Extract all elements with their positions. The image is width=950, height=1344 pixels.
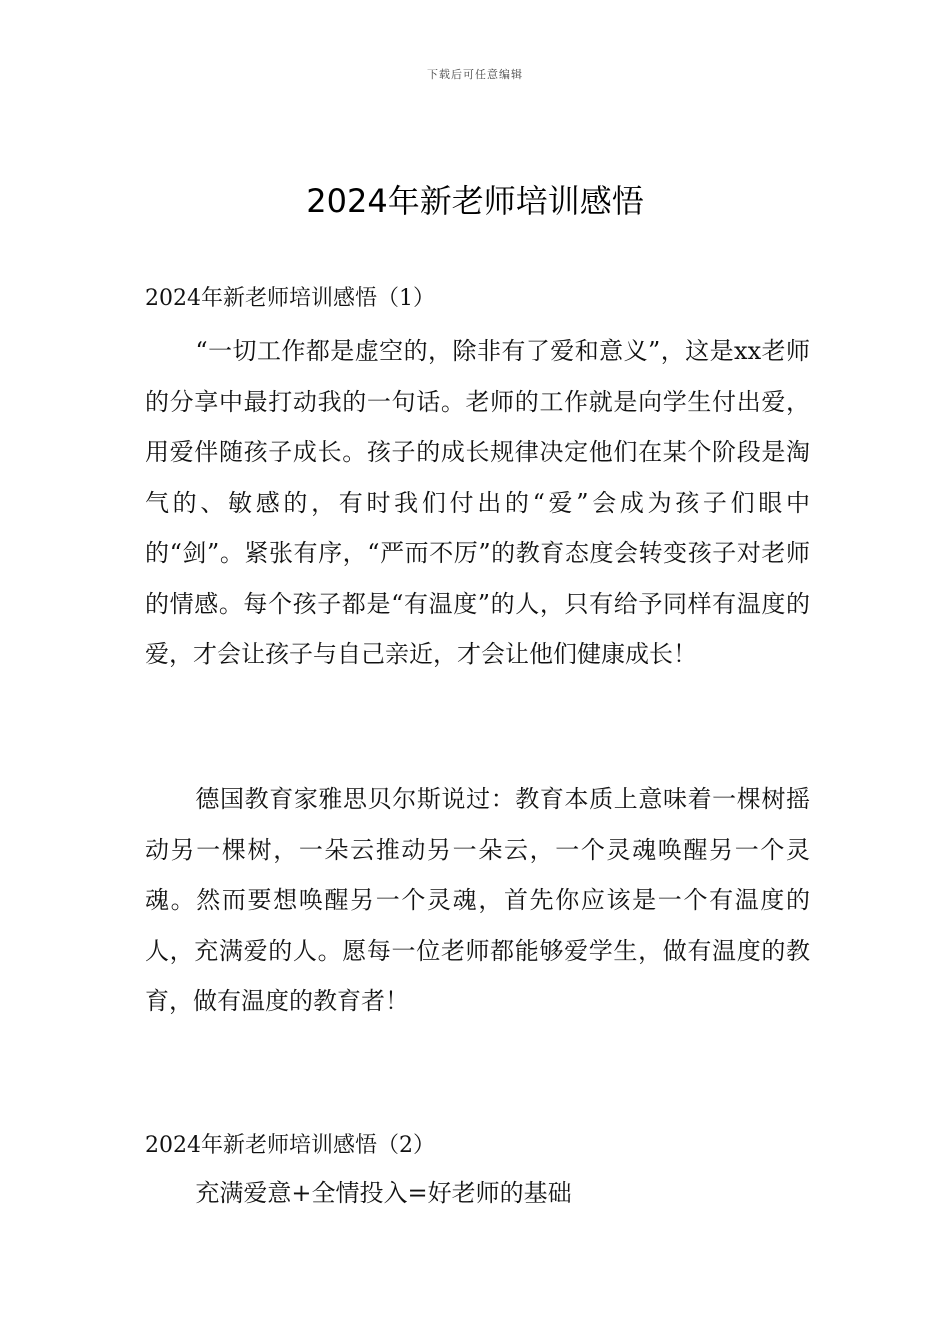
paragraph-1: “一切工作都是虚空的，除非有了爱和意义”，这是xx老师的分享中最打动我的一句话。老师的工作就是向学生付出爱，用爱伴随孩子成长。孩子的成长规律决定他们在某个阶段是淘气的、敏感的，有时我们付出的“爱”会成为孩子们眼中的“剑”。紧张有序，“严而不厉”的教育态度会转变孩子对老师的情感。每个孩子都是“有温度”的人，只有给予同样有温度的爱，才会让孩子与自己亲近，才会让他们健康成长！: [145, 337, 810, 668]
document-title: 2024年新老师培训感悟: [306, 182, 644, 220]
paragraph-3: 充满爱意+全情投入=好老师的基础: [195, 1179, 572, 1207]
section-heading-1: 2024年新老师培训感悟（1）: [145, 286, 435, 311]
paragraph-2: 德国教育家雅思贝尔斯说过：教育本质上意味着一棵树摇动另一棵树，一朵云推动另一朵云，一个灵魂唤醒另一个灵魂。然而要想唤醒另一个灵魂，首先你应该是一个有温度的人，充满爱的人。愿每一位老师都能够爱学生，做有温度的教育，做有温度的教育者！: [145, 785, 810, 1015]
section-heading-2: 2024年新老师培训感悟（2）: [145, 1133, 435, 1158]
download-note: 下载后可任意编辑: [427, 68, 523, 81]
